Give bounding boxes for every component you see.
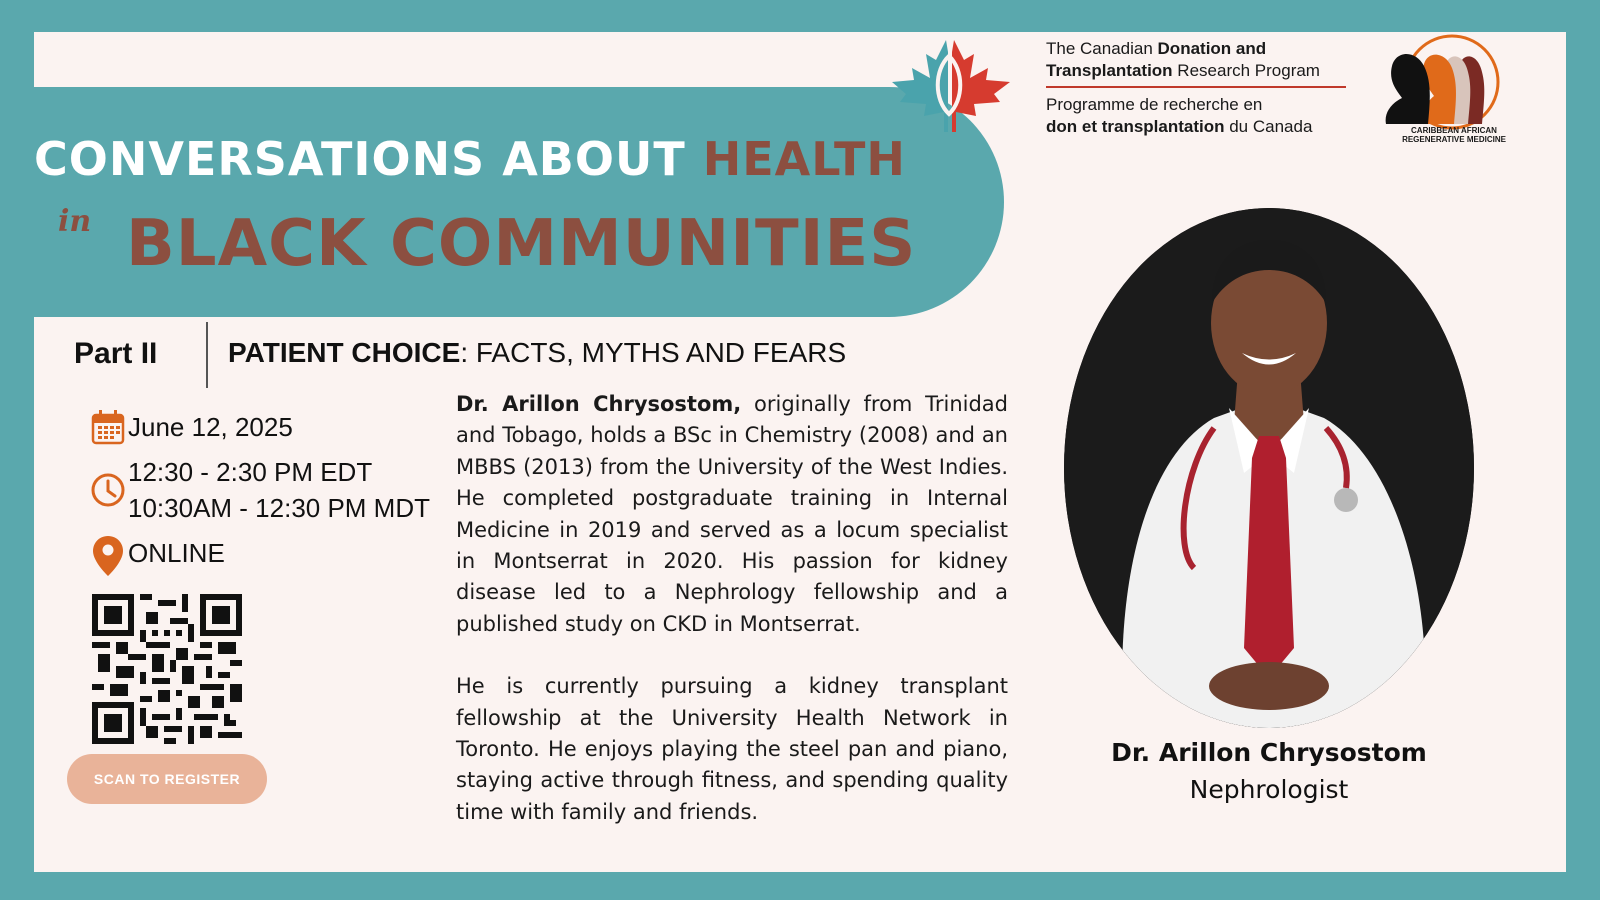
location-row bbox=[88, 535, 225, 577]
maple-leaf-logo bbox=[886, 32, 1026, 137]
bio-para-1-text: originally from Trinidad and Tobago, holds a BSc in Chemistry (2008) and an MBBS (2013) from the University of the West Indies. He completed postgraduate training in Internal Medicine in 2019 and served as a locum specialist in Montserrat in 2020. His passion for kidney disease led to a Nephrology fellowship and a published study on CKD in Montserrat. bbox=[456, 392, 1008, 636]
speaker-photo bbox=[1064, 208, 1474, 728]
title-in-word: in bbox=[58, 204, 92, 239]
org-en-2: Research Program bbox=[1172, 61, 1320, 80]
bio-paragraph-1 bbox=[456, 389, 1008, 640]
part-label: Part II bbox=[74, 337, 158, 370]
bio-paragraph-2: He is currently pursuing a kidney transplant fellowship at the University Health Network in Toronto. He enjoys playing the steel pan and piano, staying active through fitness, and spending quality time with family and friends. bbox=[456, 674, 1008, 824]
location-pin-icon bbox=[88, 535, 128, 577]
title-prefix: CONVERSATIONS ABOUT bbox=[34, 132, 703, 186]
speaker-bio bbox=[456, 389, 1008, 859]
org-en-1: The Canadian bbox=[1046, 39, 1158, 58]
topic-bold: PATIENT CHOICE bbox=[228, 337, 461, 368]
time-row bbox=[88, 454, 430, 526]
carm-silhouette-1 bbox=[1386, 54, 1430, 124]
hands bbox=[1209, 662, 1329, 710]
org-en-1-bold: Donation and bbox=[1157, 39, 1267, 58]
title-banner bbox=[34, 87, 1004, 317]
title-line-1 bbox=[34, 132, 906, 186]
title-line-2: BLACK COMMUNITIES bbox=[126, 207, 917, 281]
calendar-icon bbox=[88, 409, 128, 445]
organization-name bbox=[1046, 38, 1346, 138]
vertical-divider bbox=[206, 322, 208, 388]
carm-caption-2: REGENERATIVE MEDICINE bbox=[1402, 135, 1506, 144]
org-en-2-bold: Transplantation bbox=[1046, 61, 1173, 80]
bio-name-lead: Dr. Arillon Chrysostom, bbox=[456, 392, 742, 416]
date-row bbox=[88, 409, 293, 445]
speaker-name: Dr. Arillon Chrysostom bbox=[1111, 738, 1427, 767]
session-topic bbox=[228, 337, 846, 369]
carm-caption bbox=[1374, 126, 1534, 144]
event-time-mdt: 10:30AM - 12:30 PM MDT bbox=[128, 493, 430, 523]
scan-to-register-button[interactable]: SCAN TO REGISTER bbox=[67, 754, 267, 804]
clock-icon bbox=[88, 454, 128, 508]
org-divider bbox=[1046, 86, 1346, 88]
tie bbox=[1244, 436, 1294, 678]
carm-caption-1: CARIBBEAN AFRICAN bbox=[1411, 126, 1497, 135]
org-fr-2: du Canada bbox=[1224, 117, 1313, 136]
org-fr-2-bold: don et transplantation bbox=[1046, 117, 1225, 136]
title-accent: HEALTH bbox=[702, 132, 906, 186]
event-date: June 12, 2025 bbox=[128, 412, 293, 442]
speaker-role: Nephrologist bbox=[1189, 775, 1349, 804]
topic-rest: : FACTS, MYTHS AND FEARS bbox=[460, 337, 847, 368]
event-poster bbox=[34, 32, 1566, 872]
event-location: ONLINE bbox=[128, 538, 225, 568]
qr-code[interactable] bbox=[92, 594, 242, 744]
event-time-edt: 12:30 - 2:30 PM EDT bbox=[128, 457, 373, 487]
org-fr-1: Programme de recherche en bbox=[1046, 95, 1263, 114]
